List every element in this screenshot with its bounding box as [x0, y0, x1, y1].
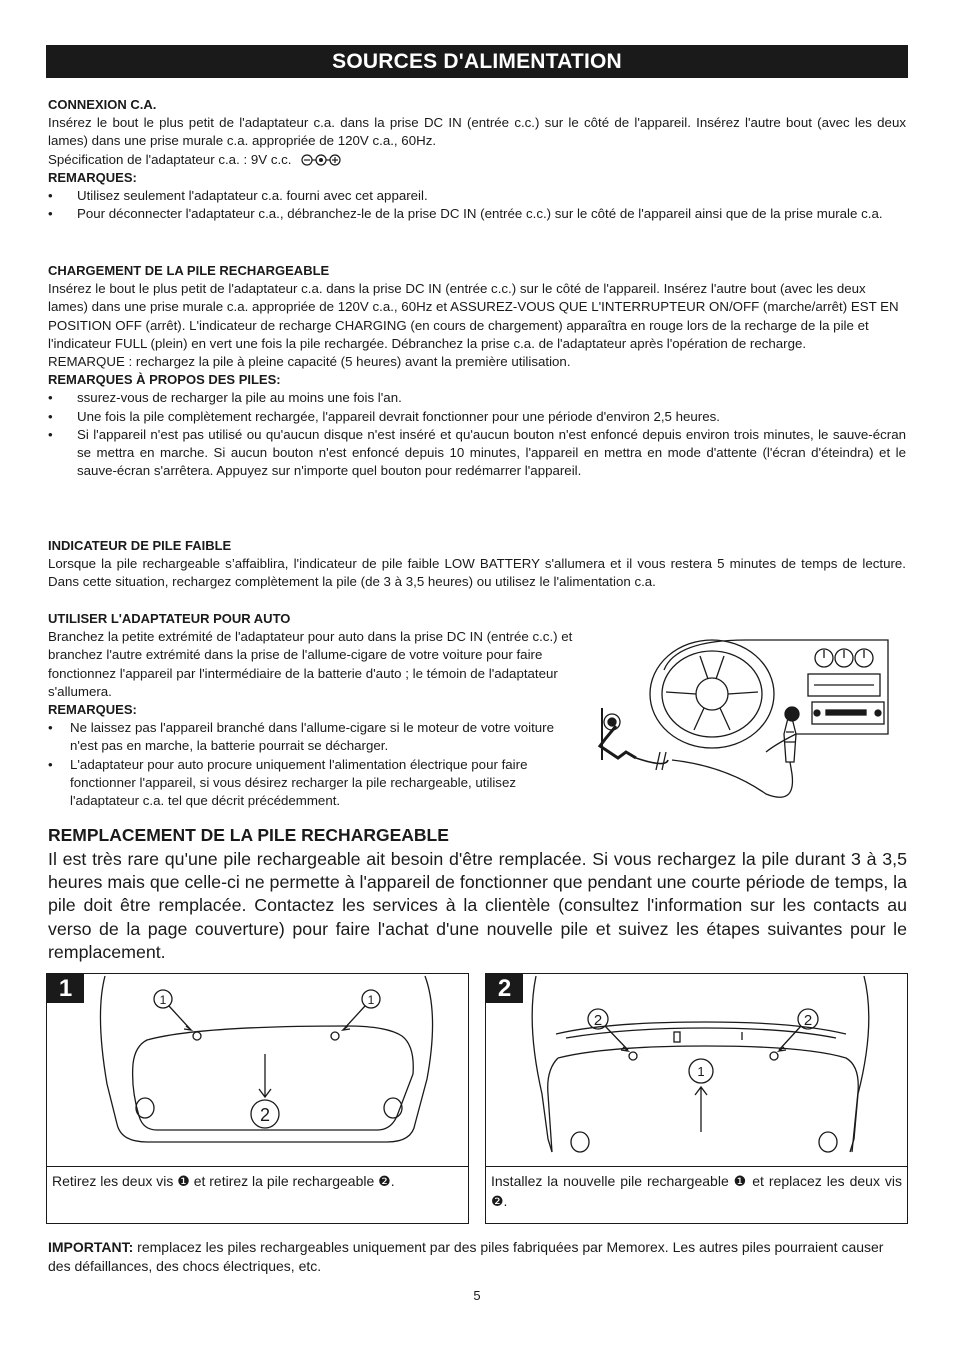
connexion-section: [48, 96, 906, 223]
connexion-remarks-list: [48, 187, 906, 223]
car-adapter-body: Branchez la petite extrémité de l'adaptateur pour auto dans la prise DC IN (entrée c.c.) et branchez l'autre extrémité dans la prise de l'allume-cigare de votre voiture pour faire fonctionnez l'appareil par l'intermédiaire de la batterie d'auto ; le témoin de l'adaptateur s'allumera.: [48, 629, 573, 699]
callout-screw-label: 2: [803, 1012, 813, 1029]
list-item: • L'adaptateur pour auto procure uniquement l'alimentation électrique pour faire fonctionner l'appareil, si vous désirez recharger la pile rechargeable, utilisez l'adaptateur c.a. tel que décrit précédemment.: [48, 756, 581, 811]
car-adapter-remarks-list: [48, 719, 581, 810]
charging-body: Insérez le bout le plus petit de l'adaptateur c.a. dans la prise DC IN (entrée c.c.) sur le côté de l'appareil. Insérez l'autre bout (avec les deux lames) dans une prise murale c.a. appropriée de 120V c.a., 60Hz et ASSUREZ-VOUS QUE L'INTERRUPTEUR ON/OFF (marche/arrêt) EST EN POSITION OFF (arrêt). L'indicateur de recharge CHARGING (en cours de chargement) apparaîtra en rouge lors de la recharge de la pile et l'indicateur FULL (plein) en vert une fois la pile rechargée. Débranchez la prise c.a. de l'adaptateur après l'opération de recharge.: [48, 281, 899, 351]
adapter-spec-line: [48, 151, 906, 169]
battery-install-diagram: [486, 974, 907, 1166]
charging-remarks-list: [48, 389, 906, 480]
low-battery-heading: INDICATEUR DE PILE FAIBLE: [48, 538, 232, 553]
adapter-spec: Spécification de l'adaptateur c.a. : 9V c.c.: [48, 151, 292, 167]
callout-battery-label: 1: [697, 1064, 705, 1079]
page-title: SOURCES D'ALIMENTATION: [46, 45, 908, 78]
replacement-heading: REMPLACEMENT DE LA PILE RECHARGEABLE: [48, 825, 449, 845]
replacement-body: Il est très rare qu'une pile rechargeable ait besoin d'être remplacée. Si vous rechargez la pile durant 3 à 3,5 heures mais que celle-ci ne permette à l'appareil de fonctionner que pendant une courte période de temps, la pile doit être remplacée. Contactez les services à la clientèle (consultez l'information sur les contacts au verso de la page couverture) pour faire l'achat d'une nouvelle pile et suivez les étapes suivantes pour le remplacement.: [48, 849, 907, 962]
callout-screw-label: 1: [159, 993, 167, 1007]
important-text: remplacez les piles rechargeables uniquement par des piles fabriquées par Memorex. Les autres piles pourraient causer des défaillances, des chocs électriques, etc.: [48, 1239, 884, 1274]
step-caption: Retirez les deux vis ❶ et retirez la pile rechargeable ❷.: [47, 1166, 468, 1223]
list-item: • Si l'appareil n'est pas utilisé ou qu'aucun disque n'est inséré et qu'aucun bouton n'est enfoncé depuis environ trois minutes, le sauve-écran se mettra en marche. Si aucun bouton n'est enfoncé depuis 10 minutes, l'appareil en mettra en mode d'attente (l'écran d'éteindra) et le sauve-écran s'arrêtera. Appuyez sur n'importe quel bouton pour redémarrer l'appareil.: [48, 426, 906, 481]
page-number: 5: [473, 1288, 481, 1303]
list-item: • Utilisez seulement l'adaptateur c.a. fourni avec cet appareil.: [48, 187, 906, 205]
connexion-body: Insérez le bout le plus petit de l'adaptateur c.a. dans la prise DC IN (entrée c.c.) sur le côté de l'appareil. Insérez l'autre bout (avec les deux lames) dans une prise murale c.a. appropriée de 120V c.a., 60Hz.: [48, 115, 906, 149]
connexion-heading: CONNEXION C.A.: [48, 97, 157, 112]
connexion-remarks-heading: REMARQUES:: [48, 169, 137, 185]
low-battery-section: [48, 537, 906, 592]
step-number: 1: [47, 974, 84, 1003]
list-item: • Ne laissez pas l'appareil branché dans l'allume-cigare si le moteur de votre voiture n'est pas en marche, la batterie pourrait se décharger.: [48, 719, 581, 755]
charging-remarks-heading: REMARQUES À PROPOS DES PILES:: [48, 372, 281, 388]
important-note: [48, 1238, 906, 1275]
list-item: • Pour déconnecter l'adaptateur c.a., débranchez-le de la prise DC IN (entrée c.c.) sur le côté de l'appareil ainsi que de la prise murale c.a.: [48, 205, 906, 223]
step-caption: Installez la nouvelle pile rechargeable ❶ et replacez les deux vis ❷.: [486, 1166, 907, 1223]
callout-screw-label: 1: [367, 993, 375, 1007]
important-label: IMPORTANT:: [48, 1239, 134, 1255]
step-number: 2: [486, 974, 523, 1003]
car-adapter-heading: UTILISER L'ADAPTATEUR POUR AUTO: [48, 611, 291, 626]
low-battery-body: Lorsque la pile rechargeable s’affaiblira, l'indicateur de pile faible LOW BATTERY s'allumera et il vous restera 5 minutes de temps de lecture. Dans cette situation, rechargez complètement la pile (de 3 à 3,5 heures) ou utilisez le l'alimentation c.a.: [48, 556, 906, 590]
list-item: • Une fois la pile complètement rechargée, l'appareil devrait fonctionner pour une période d'environ 2,5 heures.: [48, 408, 906, 426]
car-adapter-section: [48, 610, 581, 810]
charging-section: [48, 262, 906, 480]
car-dashboard-illustration: [596, 634, 892, 804]
battery-removal-diagram: [47, 974, 468, 1166]
list-item: • ssurez-vous de recharger la pile au moins une fois l'an.: [48, 389, 906, 407]
dc-polarity-icon: [301, 154, 341, 166]
car-adapter-remarks-heading: REMARQUES:: [48, 702, 137, 718]
step-panel-2: [485, 973, 908, 1224]
charging-heading: CHARGEMENT DE LA PILE RECHARGEABLE: [48, 263, 330, 278]
callout-battery-label: 2: [259, 1105, 271, 1125]
callout-screw-label: 2: [593, 1012, 603, 1029]
charging-note: REMARQUE : rechargez la pile à pleine capacité (5 heures) avant la première utilisation.: [48, 354, 571, 370]
step-panel-1: [46, 973, 469, 1224]
